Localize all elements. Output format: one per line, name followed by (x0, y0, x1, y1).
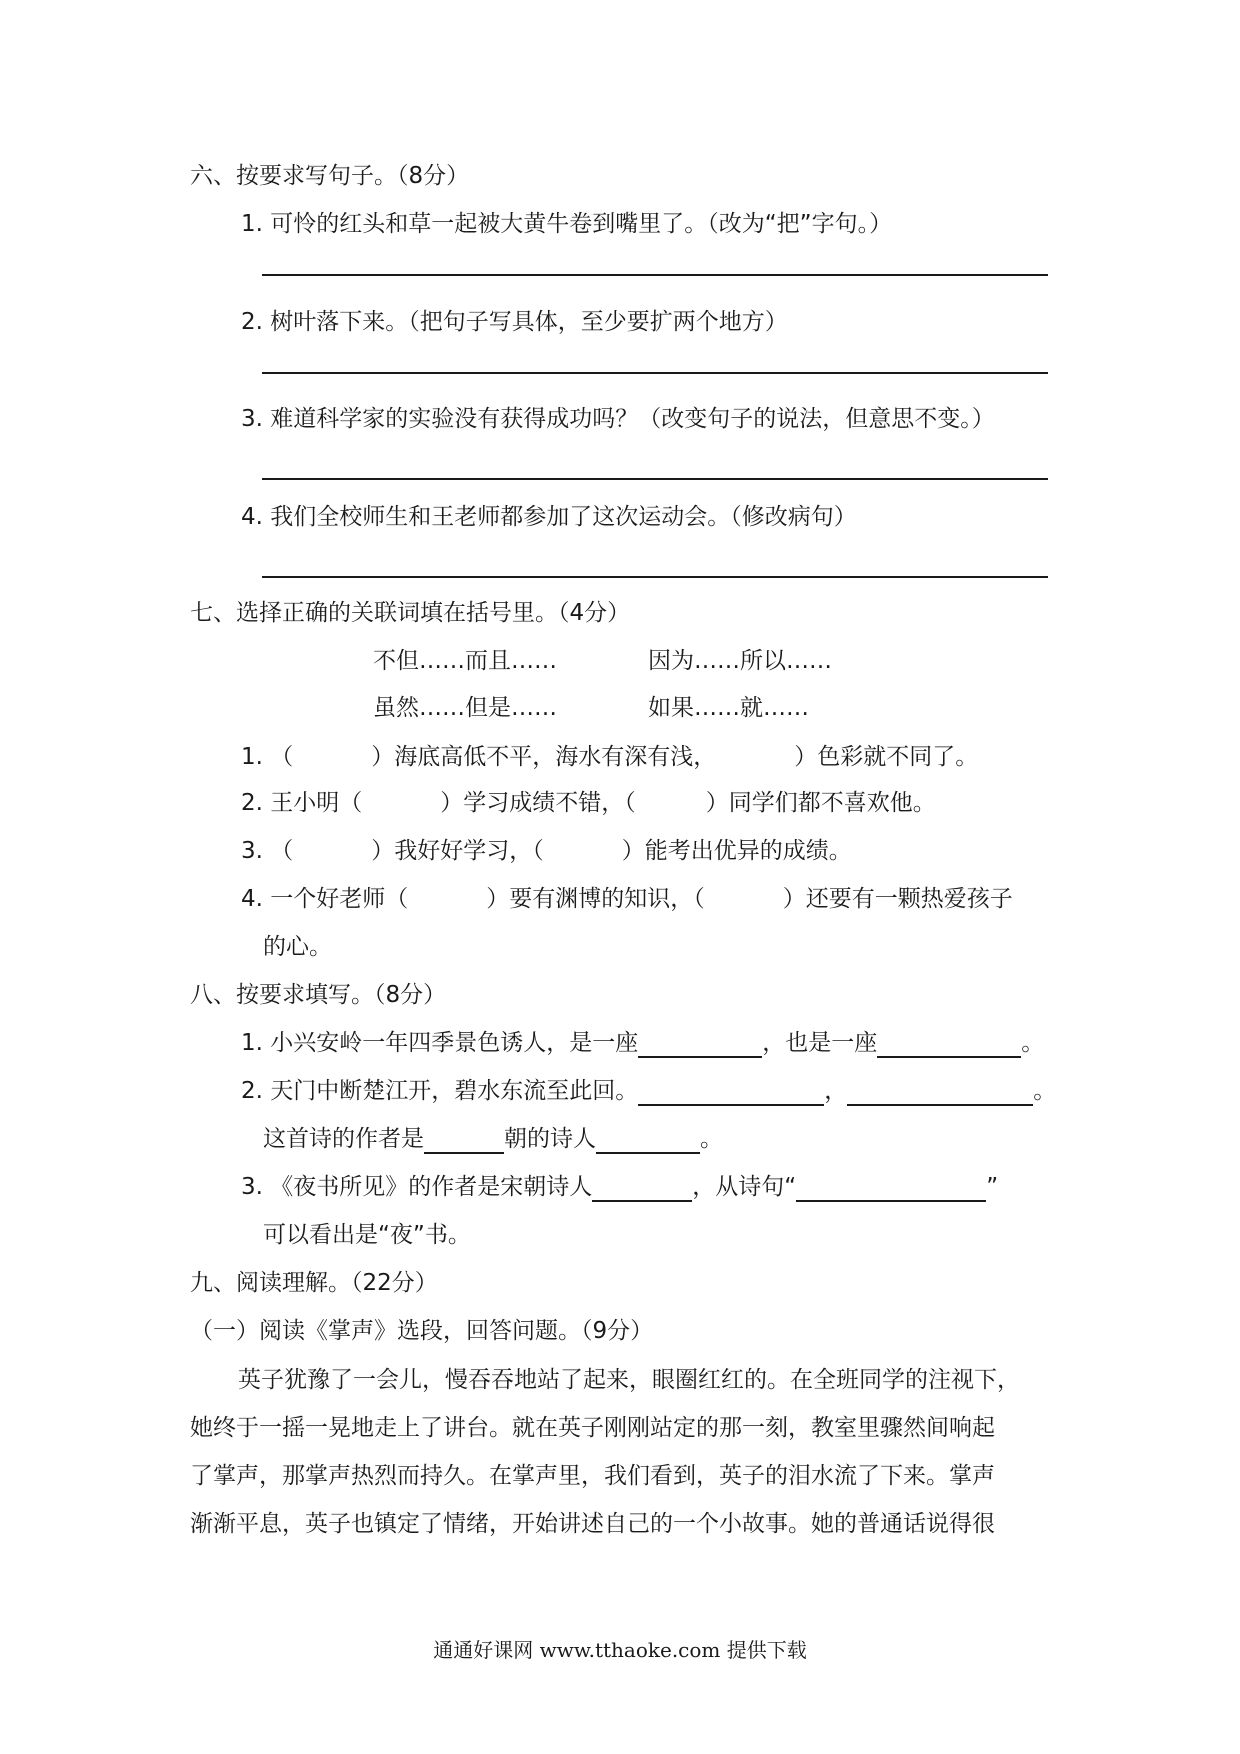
answer-line-6-2[interactable] (262, 372, 1048, 374)
reading-subtitle: （一）阅读《掌声》选段，回答问题。（9分） (190, 1318, 654, 1344)
option-ruguo-jiu: 如果……就…… (648, 695, 809, 721)
section-6-title: 六、按要求写句子。（8分） (190, 163, 470, 189)
section-8-title: 八、按要求填写。（8分） (190, 982, 447, 1008)
option-suiran-danshi: 虽然……但是…… (373, 695, 557, 721)
question-6-2: 2. 树叶落下来。（把句子写具体，至少要扩两个地方） (241, 309, 788, 335)
passage-line-1: 英子犹豫了一会儿，慢吞吞地站了起来，眼圈红红的。在全班同学的注视下， (238, 1367, 1020, 1393)
blank-8-1a[interactable] (638, 1034, 762, 1058)
blank-8-3a[interactable] (592, 1178, 692, 1202)
question-7-3: 3. （ ）我好好学习，（ ）能考出优异的成绩。 (241, 838, 852, 864)
footer-source: 通通好课网 www.tthaoke.com 提供下载 (433, 1638, 807, 1662)
passage-line-3: 了掌声，那掌声热烈而持久。在掌声里，我们看到，英子的泪水流了下来。掌声 (190, 1463, 995, 1489)
question-7-1: 1. （ ）海底高低不平，海水有深有浅， ）色彩就不同了。 (241, 744, 979, 770)
blank-8-1b[interactable] (877, 1034, 1021, 1058)
blank-8-2c[interactable] (424, 1130, 504, 1154)
question-7-4-cont: 的心。 (263, 934, 332, 960)
section-7-title: 七、选择正确的关联词填在括号里。（4分） (190, 600, 631, 626)
blank-8-2d[interactable] (596, 1130, 700, 1154)
blank-8-3b[interactable] (796, 1178, 986, 1202)
answer-line-6-1[interactable] (262, 274, 1048, 276)
blank-8-2b[interactable] (847, 1082, 1033, 1106)
question-8-3: 3. 《夜书所见》的作者是宋朝诗人 ，从诗句“ ” (241, 1174, 999, 1200)
passage-line-4: 渐渐平息，英子也镇定了情绪，开始讲述自己的一个小故事。她的普通话说得很 (190, 1511, 995, 1537)
question-8-3-line2: 可以看出是“夜”书。 (263, 1222, 471, 1248)
question-6-3: 3. 难道科学家的实验没有获得成功吗？（改变句子的说法，但意思不变。） (241, 406, 995, 432)
option-budan-erqie: 不但……而且…… (373, 648, 557, 674)
question-8-2-line2: 这首诗的作者是 朝的诗人 。 (263, 1126, 723, 1152)
question-8-2: 2. 天门中断楚江开，碧水东流至此回。 ， 。 (241, 1078, 1057, 1104)
question-7-2: 2. 王小明（ ）学习成绩不错，（ ）同学们都不喜欢他。 (241, 790, 936, 816)
answer-line-6-3[interactable] (262, 478, 1048, 480)
passage-line-2: 她终于一摇一晃地走上了讲台。就在英子刚刚站定的那一刻，教室里骤然间响起 (190, 1415, 995, 1441)
answer-line-6-4[interactable] (262, 576, 1048, 578)
question-8-1: 1. 小兴安岭一年四季景色诱人，是一座 ，也是一座 。 (241, 1030, 1045, 1056)
question-6-1: 1. 可怜的红头和草一起被大黄牛卷到嘴里了。（改为“把”字句。） (241, 211, 893, 237)
section-9-title: 九、阅读理解。（22分） (190, 1270, 438, 1296)
question-7-4: 4. 一个好老师（ ）要有渊博的知识，（ ）还要有一颗热爱孩子 (241, 886, 1013, 912)
question-6-4: 4. 我们全校师生和王老师都参加了这次运动会。（修改病句） (241, 504, 857, 530)
blank-8-2a[interactable] (638, 1082, 824, 1106)
option-yinwei-suoyi: 因为……所以…… (648, 648, 832, 674)
